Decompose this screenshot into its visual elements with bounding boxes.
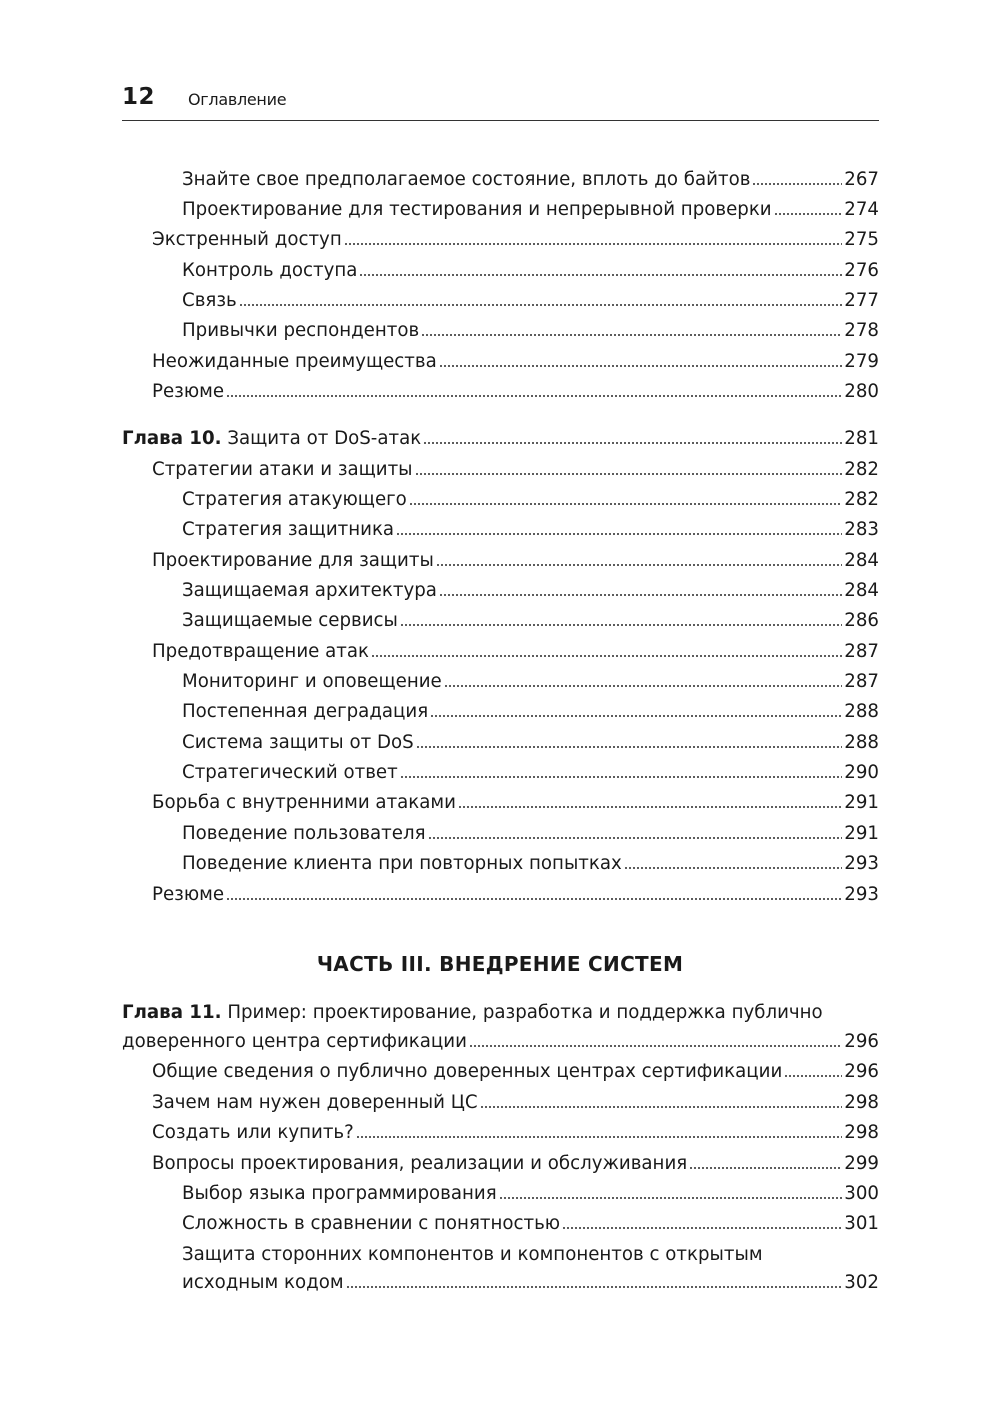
toc-entry-title: Привычки респондентов: [182, 320, 420, 341]
toc-entry-page: 288: [844, 732, 879, 753]
dot-leader: [371, 653, 842, 659]
dot-leader: [439, 592, 842, 598]
toc-entry[interactable]: [152, 1149, 879, 1179]
toc-entry-page: 284: [844, 550, 879, 571]
toc-entry-title: Зачем нам нужен доверенный ЦС: [152, 1092, 478, 1113]
toc-entry-title: Связь: [182, 290, 237, 311]
toc-entry[interactable]: [182, 819, 879, 849]
toc-entry-page: 291: [844, 792, 879, 813]
toc-entry-title: Экстренный доступ: [152, 229, 342, 250]
toc-entry-title: Постепенная деградация: [182, 701, 429, 722]
toc-entry[interactable]: [152, 788, 879, 818]
toc-entry-page: 296: [844, 1031, 879, 1052]
dot-leader: [469, 1043, 842, 1049]
page-header: [122, 84, 879, 121]
toc-entry[interactable]: [182, 485, 879, 515]
toc-entry-page: 282: [844, 459, 879, 480]
toc-entry[interactable]: [152, 880, 879, 910]
toc-entry-title: Вопросы проектирования, реализации и обслуживания: [152, 1153, 688, 1174]
toc-entry[interactable]: [182, 758, 879, 788]
toc-entry-title: Стратегический ответ: [182, 762, 398, 783]
toc-entry-page: 290: [844, 762, 879, 783]
dot-leader: [562, 1225, 842, 1231]
toc-entry[interactable]: [182, 286, 879, 316]
dot-leader: [444, 683, 843, 689]
dot-leader: [400, 622, 842, 628]
toc-entry-title: [122, 424, 421, 454]
toc-entry[interactable]: [182, 256, 879, 286]
toc-entry-title: доверенного центра сертификации: [122, 1031, 467, 1052]
dot-leader: [689, 1165, 842, 1171]
toc-entry-title: Стратегии атаки и защиты: [152, 459, 413, 480]
toc-entry[interactable]: [152, 637, 879, 667]
toc-entry-page: 277: [844, 290, 879, 311]
dot-leader: [436, 562, 842, 568]
toc-entry[interactable]: [152, 347, 879, 377]
dot-leader: [752, 181, 842, 187]
toc-entry[interactable]: [182, 316, 879, 346]
toc-entry[interactable]: [182, 165, 879, 195]
toc-entry-page: 300: [844, 1183, 879, 1204]
dot-leader: [400, 774, 843, 780]
dot-leader: [415, 471, 843, 477]
toc-chapter-entry[interactable]: [122, 1027, 879, 1057]
dot-leader: [409, 501, 842, 507]
chapter-title: Пример: проектирование, разработка и поддержка публично: [221, 1002, 823, 1023]
dot-leader: [359, 272, 842, 278]
toc-entry[interactable]: [182, 1179, 879, 1209]
toc-entry-page: 281: [844, 428, 879, 449]
toc-entry-title: Резюме: [152, 884, 225, 905]
toc-entry[interactable]: [182, 576, 879, 606]
dot-leader: [624, 865, 842, 871]
toc-entry[interactable]: [182, 667, 879, 697]
toc-entry-page: 284: [844, 580, 879, 601]
page-number: 12: [122, 84, 156, 110]
toc-entry[interactable]: [182, 849, 879, 879]
toc-entry[interactable]: [152, 1057, 879, 1087]
toc-entry-page: 298: [844, 1122, 879, 1143]
toc-entry[interactable]: [182, 1268, 879, 1298]
toc-entry-title: Стратегия защитника: [182, 519, 395, 540]
toc-entry-title: Защищаемые сервисы: [182, 610, 398, 631]
running-title: Оглавление: [188, 90, 287, 109]
toc-entry[interactable]: [152, 455, 879, 485]
toc-entry-page: 288: [844, 701, 879, 722]
toc-entry[interactable]: [152, 1118, 879, 1148]
toc-entry-title: Поведение пользователя: [182, 823, 426, 844]
dot-leader: [344, 241, 843, 247]
toc-entry-page: 287: [844, 641, 879, 662]
toc-entry-page: 276: [844, 260, 879, 281]
toc-entry-title: Знайте свое предполагаемое состояние, вплоть до байтов: [182, 169, 751, 190]
toc-entry-title: Неожиданные преимущества: [152, 351, 437, 372]
toc-entry[interactable]: [182, 195, 879, 225]
dot-leader: [499, 1195, 843, 1201]
dot-leader: [416, 744, 843, 750]
toc-entry[interactable]: [182, 728, 879, 758]
chapter-label: Глава 10.: [122, 428, 222, 449]
part-heading: ЧАСТЬ III. ВНЕДРЕНИЕ СИСТЕМ: [316, 952, 684, 976]
dot-leader: [421, 332, 842, 338]
toc-entry-page: 299: [844, 1153, 879, 1174]
chapter-label: Глава 11.: [122, 1002, 222, 1023]
toc-entry-page: 296: [844, 1061, 879, 1082]
toc-entry-title: Стратегия атакующего: [182, 489, 407, 510]
toc-entry-title: Сложность в сравнении с понятностью: [182, 1213, 561, 1234]
toc-entry[interactable]: [152, 225, 879, 255]
dot-leader: [423, 440, 842, 446]
dot-leader: [239, 302, 843, 308]
dot-leader: [356, 1134, 842, 1140]
toc-entry-page: 293: [844, 853, 879, 874]
toc-entry-page: 293: [844, 884, 879, 905]
dot-leader: [430, 713, 842, 719]
toc-entry-title: Предотвращение атак: [152, 641, 369, 662]
chapter-title: Защита от DoS-атак: [221, 428, 422, 449]
toc-entry-title: Защищаемая архитектура: [182, 580, 437, 601]
dot-leader: [226, 896, 842, 902]
toc-entry-title: Поведение клиента при повторных попытках: [182, 853, 622, 874]
dot-leader: [458, 804, 842, 810]
toc-entry-title: Проектирование для защиты: [152, 550, 434, 571]
toc-entry-page: 278: [844, 320, 879, 341]
toc-entry[interactable]: [182, 606, 879, 636]
toc-entry-page: 298: [844, 1092, 879, 1113]
dot-leader: [774, 211, 843, 217]
toc-entry-title: Мониторинг и оповещение: [182, 671, 442, 692]
toc-entry-title: Проектирование для тестирования и непрерывной проверки: [182, 199, 772, 220]
dot-leader: [439, 363, 843, 369]
toc-entry-title: Выбор языка программирования: [182, 1183, 497, 1204]
dot-leader: [226, 393, 842, 399]
toc-entry-title: Борьба с внутренними атаками: [152, 792, 456, 813]
toc-entry[interactable]: [182, 515, 879, 545]
toc-chapter-entry[interactable]: [122, 424, 879, 454]
dot-leader: [346, 1284, 843, 1290]
toc-chapter-title-line: [122, 998, 823, 1028]
toc-entry-page: 282: [844, 489, 879, 510]
toc-entry-title: Создать или купить?: [152, 1122, 354, 1143]
toc-entry[interactable]: [182, 1209, 879, 1239]
toc-entry[interactable]: [152, 377, 879, 407]
toc-entry-title: Система защиты от DoS: [182, 732, 414, 753]
toc-entry-page: 274: [844, 199, 879, 220]
toc-entry-page: 291: [844, 823, 879, 844]
toc-entry-page: 279: [844, 351, 879, 372]
toc-entry-page: 283: [844, 519, 879, 540]
toc-entry-title: исходным кодом: [182, 1272, 344, 1293]
toc-entry-page: 301: [844, 1213, 879, 1234]
toc-entry-page: 286: [844, 610, 879, 631]
toc-entry-title: Резюме: [152, 381, 225, 402]
dot-leader: [480, 1104, 843, 1110]
toc-entry-title: Контроль доступа: [182, 260, 358, 281]
toc-entry-page: 302: [844, 1272, 879, 1293]
dot-leader: [784, 1073, 842, 1079]
toc-entry-title: Общие сведения о публично доверенных центрах сертификации: [152, 1061, 783, 1082]
dot-leader: [428, 835, 843, 841]
toc-entry[interactable]: [182, 697, 879, 727]
dot-leader: [396, 531, 842, 537]
toc-entry-page: 280: [844, 381, 879, 402]
toc-entry[interactable]: [152, 1088, 879, 1118]
toc-entry[interactable]: [152, 546, 879, 576]
toc-entry-title-line: Защита сторонних компонентов и компонентов с открытым: [182, 1244, 763, 1265]
toc-entry-page: 267: [844, 169, 879, 190]
toc-entry-page: 275: [844, 229, 879, 250]
toc-entry-page: 287: [844, 671, 879, 692]
